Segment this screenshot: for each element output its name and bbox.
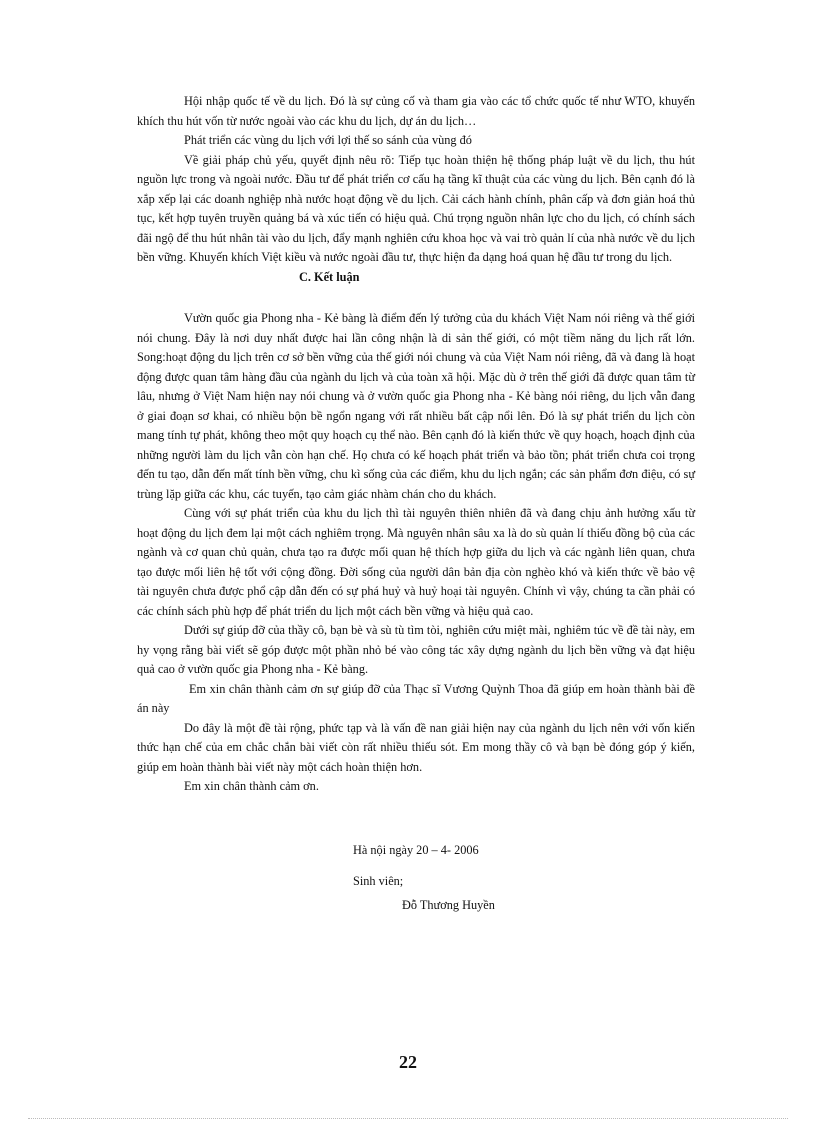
page-number: 22	[399, 1052, 417, 1072]
section-heading: C. Kết luận	[299, 269, 360, 284]
signature-date: Hà nội ngày 20 – 4- 2006	[353, 843, 479, 857]
paragraph-conclusion-1: Vườn quốc gia Phong nha - Kẻ bàng là điểm đến lý tưởng của du khách Việt Nam nói riêng và thế giới nói chung. Đây là nơi duy nhất được hai lần công nhận là di sản thế giới, có một tiềm năng du lịch rất lớn. Song:hoạt động du lịch trên cơ sở bền vững của thế giới nói chung và của Việt Nam nói riêng, đã và đang là hoạt động được quan tâm hàng đầu của ngành du lịch và của toàn xã hội. Mặc dù ở trên thế giới đã được quan tâm từ lâu, nhưng ở Việt Nam hiện nay nói chung và ở vườn quốc gia Phong nha - Kẻ bàng nói riêng, du lịch vẫn đang ở giai đoạn sơ khai, có nhiều bộn bề ngổn ngang với rất nhiều bất cập nổi lên. Đó là sự phát triển du lịch còn mang tính tự phát, không theo một quy hoạch cụ thể nào. Bên cạnh đó là kiến thức về quy hoạch, hoạch định của những người làm du lịch vẫn còn hạn chế. Họ chưa có kế hoạch phát triển và bảo tồn; phát triển chưa coi trọng đến tu tạo, dẫn đến mất tính bền vững, chu kì sống của các điểm, khu du lịch ngắn; các sản phẩm đơn điệu, có sự trùng lặp giữa các khu, các tuyến, tạo cảm giác nhàm chán cho du khách.	[137, 311, 695, 501]
signature-block	[353, 838, 495, 917]
paragraph-apology: Do đây là một đề tài rộng, phức tạp và là vấn đề nan giải hiện nay của ngành du lịch nên với vốn kiến thức hạn chế của em chắc chắn bài viết còn rất nhiều thiếu sót. Em mong thầy cô và bạn bè đóng góp ý kiến, giúp em hoàn thành bài viết này một cách hoàn thiện hơn.	[137, 720, 695, 774]
document-body	[137, 92, 695, 797]
paragraph-conclusion-2: Cùng với sự phát triển của khu du lịch thì tài nguyên thiên nhiên đã và đang chịu ảnh hưởng xấu từ hoạt động du lịch đem lại một cách nghiêm trọng. Mà nguyên nhân sâu xa là do sù quản lí thiếu đồng bộ của các ngành và cơ quan chủ quản, chưa tạo ra được mối quan hệ thích hợp giữa du lịch và các ngành liên quan, chưa tạo được mối liên hệ tốt với cộng đồng. Đời sống của người dân bản địa còn nghèo khó và kiến thức về bảo vệ tài nguyên chưa được phổ cập dẫn đến có sự phá huỷ và huỷ hoại tài nguyên. Chính vì vậy, chúng ta cần phải có các chính sách phù hợp để phát triển du lịch một cách bền vững và hiệu quả cao.	[137, 506, 695, 618]
paragraph-conclusion-3: Dưới sự giúp đỡ của thầy cô, bạn bè và sù tù tìm tòi, nghiên cứu miệt mài, nghiêm túc về đề tài này, em hy vọng rằng bài viết sẽ góp được một phần nhỏ bé vào công tác xây dựng ngành du lịch bền vững và đạt hiệu quả cao ở vườn quốc gia Phong nha - Kẻ bàng.	[137, 623, 695, 676]
paragraph-solutions: Về giải pháp chủ yếu, quyết định nêu rõ: Tiếp tục hoàn thiện hệ thống pháp luật về du lịch, thu hút nguồn lực trong và ngoài nước. Đầu tư để phát triển cơ cấu hạ tầng kĩ thuật của các vùng du lịch. Bên cạnh đó là xắp xếp lại các doanh nghiệp nhà nước hoạt động về du lịch. Cải cách hành chính, phân cấp và đơn giản hoá thủ tục, kết hợp tuyên truyền quảng bá và xúc tiến có hiệu quả. Chú trọng nguồn nhân lực cho du lịch, có chính sách đãi ngộ để thu hút nhân tài vào du lịch, đẩy mạnh nghiên cứu khoa học và vai trò quản lí của nhà nước về du lịch bền vững. Khuyến khích Việt kiều và nước ngoài đầu tư, thực hiện đa dạng hoá quan hệ đầu tư trong du lịch.	[137, 152, 695, 264]
paragraph-regional-development: Phát triển các vùng du lịch với lợi thế so sánh của vùng đó	[184, 133, 472, 147]
paragraph-integration: Hội nhập quốc tế về du lịch. Đó là sự củng cố và tham gia vào các tổ chức quốc tế như WTO, khuyến khích thu hút vốn từ nước ngoài vào các khu du lịch, dự án du lịch…	[137, 94, 695, 128]
footer-divider	[28, 1118, 788, 1119]
paragraph-thanks-advisor: Em xin chân thành cảm ơn sự giúp đỡ của Thạc sĩ Vương Quỳnh Thoa đã giúp em hoàn thành bài đề án này	[137, 681, 695, 715]
paragraph-closing-thanks: Em xin chân thành cảm ơn.	[184, 779, 319, 793]
signature-role: Sinh viên;	[353, 874, 404, 888]
signature-name: Đỗ Thương Huyền	[402, 898, 495, 912]
